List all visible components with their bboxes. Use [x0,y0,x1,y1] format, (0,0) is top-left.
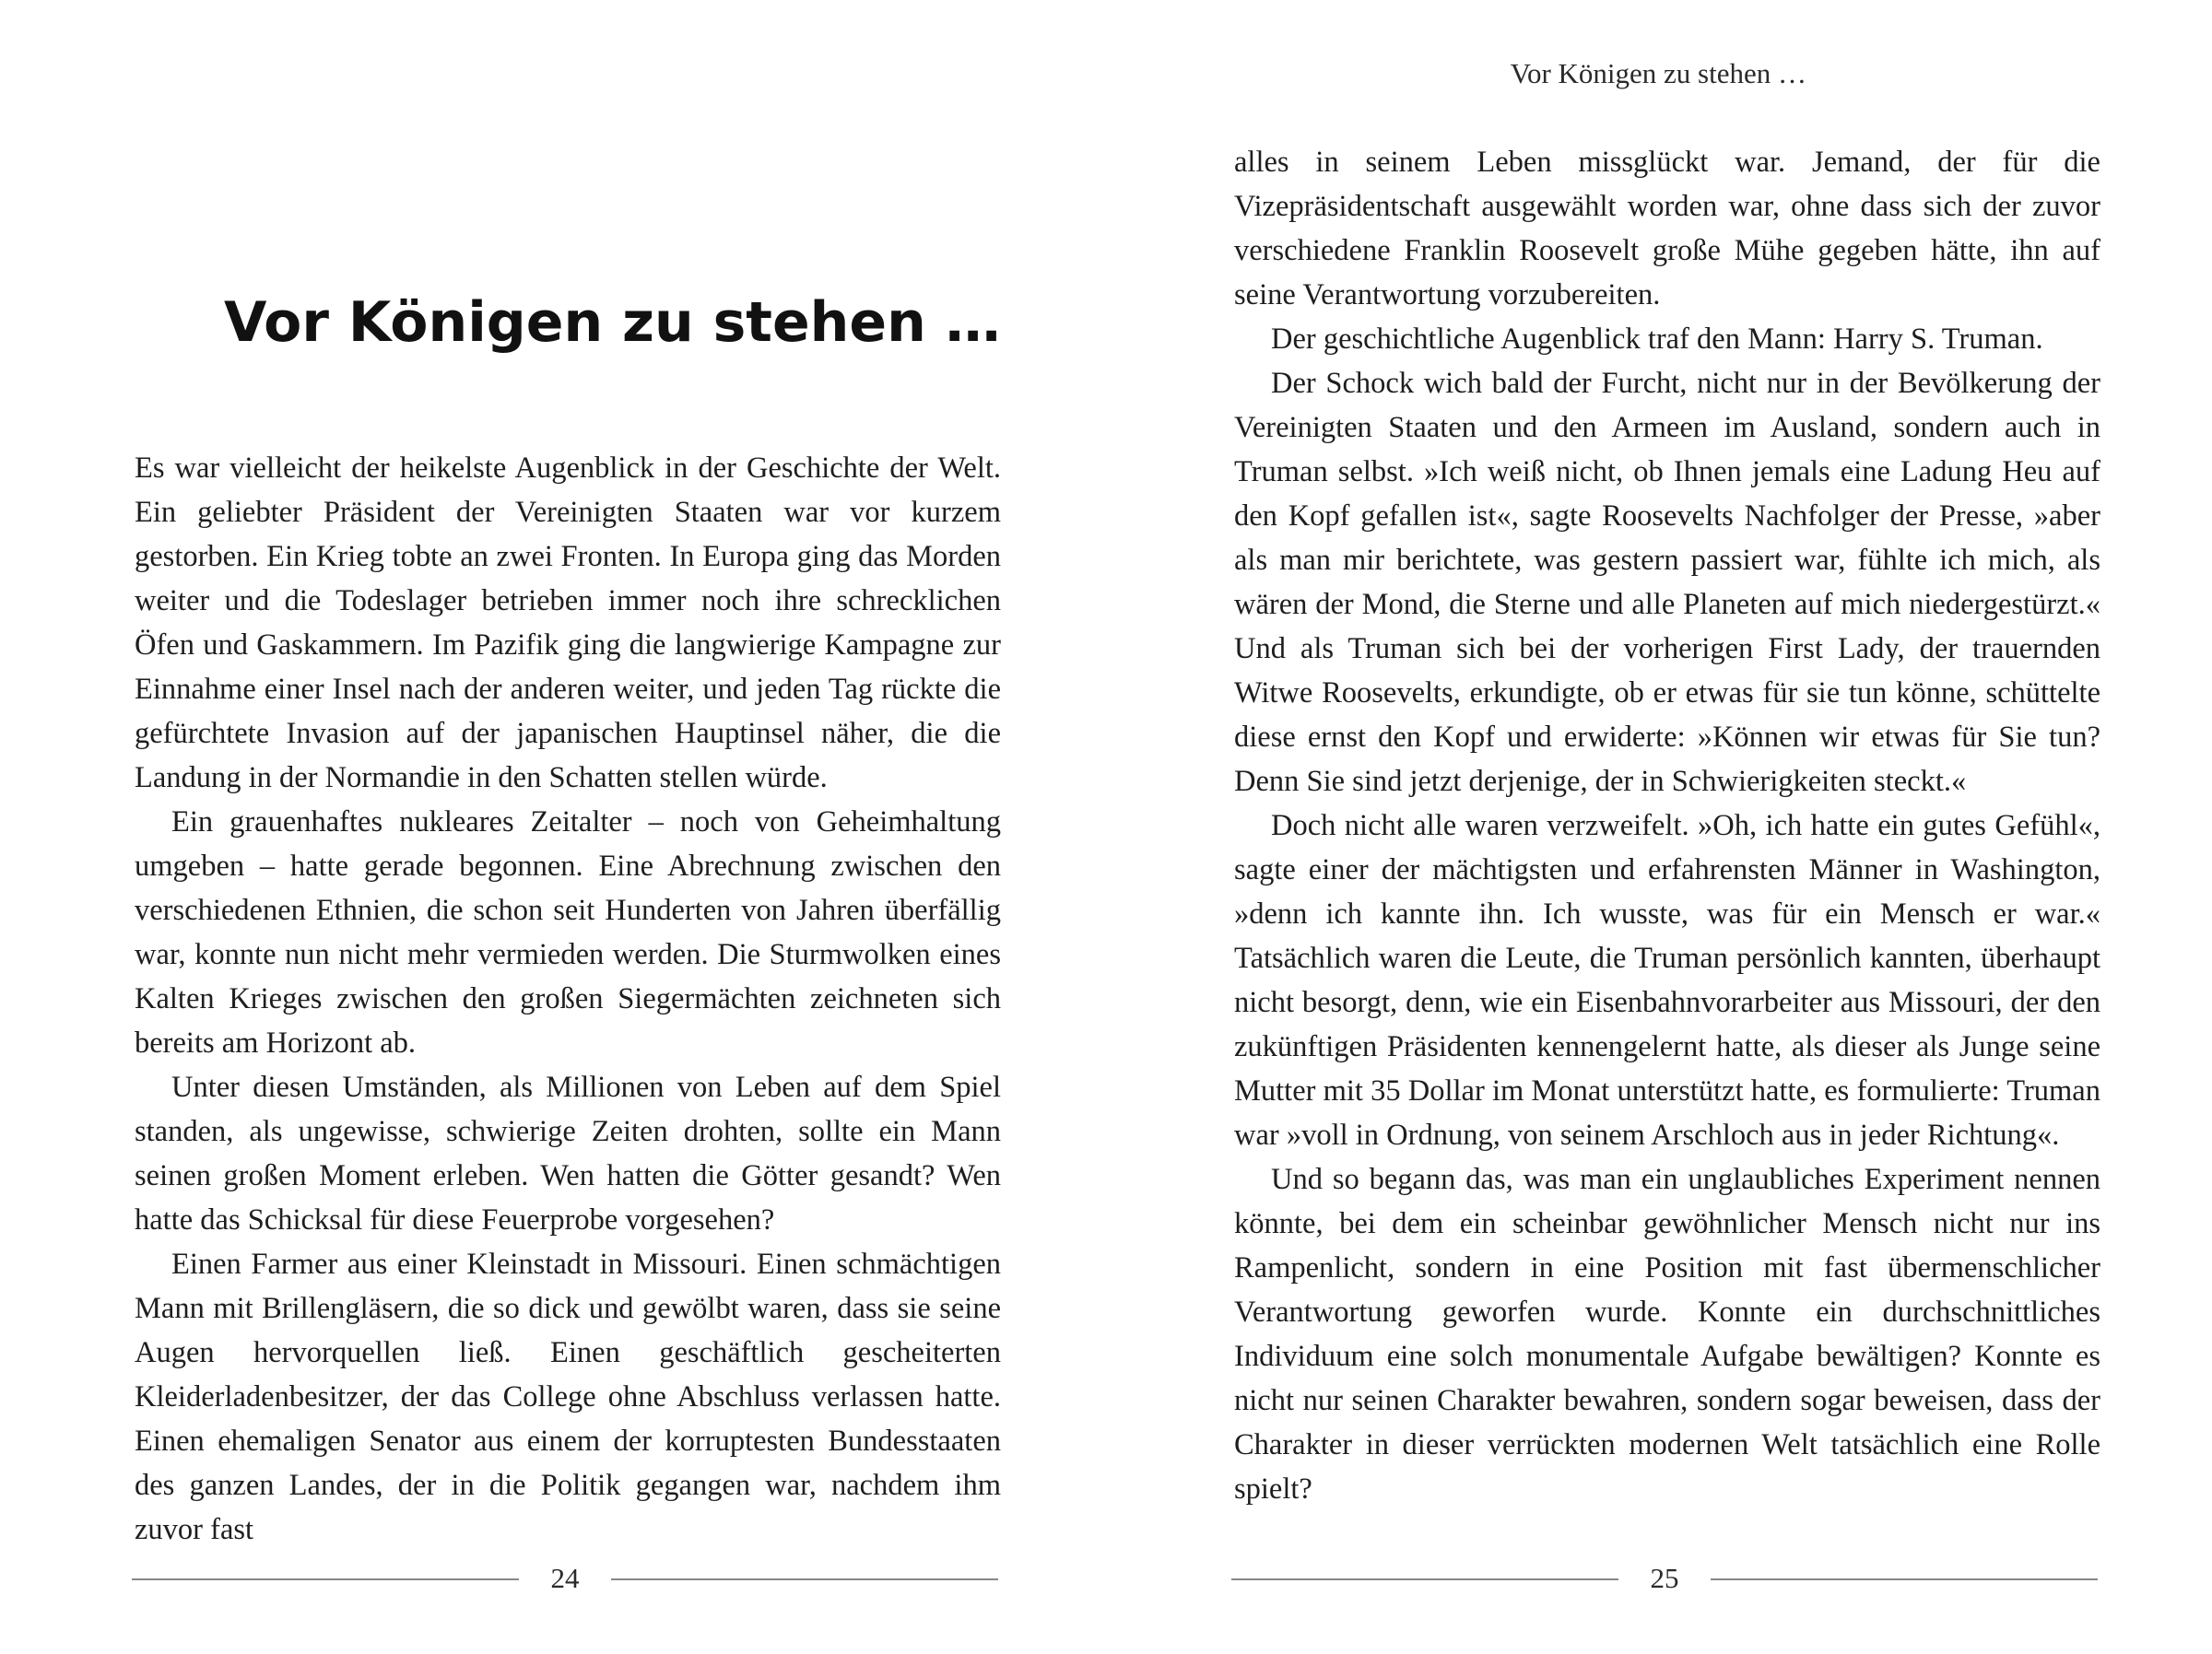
paragraph: Unter diesen Umständen, als Millionen von Leben auf dem Spiel standen, als ungewisse, schwierige Zeiten drohten, sollte ein Mann seinen großen Moment erleben. Wen hatten die Götter gesandt? Wen hatte das Schicksal für diese Feuerprobe vorgesehen? [135,1071,1001,1237]
footer-rule-right [611,1578,998,1580]
page-number: 24 [550,1562,580,1594]
right-page-footer [1231,1558,2098,1602]
left-body-text [135,446,1001,1552]
paragraph: Und so begann das, was man ein unglaubliches Experiment nennen könnte, bei dem ein scheinbar gewöhnlicher Mensch nicht nur ins Rampenlicht, sondern in eine Position mit fast übermenschlicher Verantwortung geworfen wurde. Konnte ein durchschnittliches Individuum eine solch monumentale Aufgabe bewältigen? Konnte es nicht nur seinen Charakter bewahren, sondern sogar beweisen, dass der Charakter in dieser verrückten modernen Welt tatsächlich eine Rolle spielt? [1234,1163,2100,1506]
right-body-text [1234,140,2100,1511]
right-page [1106,0,2212,1654]
paragraph: Der Schock wich bald der Furcht, nicht nur in der Bevölkerung der Vereinigten Staaten und den Armeen im Ausland, sondern auch in Truman selbst. »Ich weiß nicht, ob Ihnen jemals eine Ladung Heu auf den Kopf gefallen ist«, sagte Roosevelts Nachfolger der Presse, »aber als man mir berichtete, was gestern passiert war, fühlte ich mich, als wären der Mond, die Sterne und alle Planeten auf mich niedergestürzt.« Und als Truman sich bei der vorherigen First Lady, der trauernden Witwe Roosevelts, erkundigte, ob er etwas für sie tun könne, schüttelte diese ernst den Kopf und erwiderte: »Können wir etwas für Sie tun? Denn Sie sind jetzt derjenige, der in Schwierigkeiten steckt.« [1234,367,2100,798]
paragraph: alles in seinem Leben missglückt war. Jemand, der für die Vizepräsidentschaft ausgewählt worden war, ohne dass sich der zuvor verschiedene Franklin Roosevelt große Mühe gegeben hätte, ihn auf seine Verantwortung vorzubereiten. [1234,146,2100,311]
chapter-title: Vor Königen zu stehen … [224,290,1001,355]
running-header: Vor Königen zu stehen … [1510,57,1806,89]
paragraph: Der geschichtliche Augenblick traf den Mann: Harry S. Truman. [1271,323,2043,356]
paragraph: Doch nicht alle waren verzweifelt. »Oh, ich hatte ein gutes Gefühl«, sagte einer der mächtigsten und erfahrensten Männer in Washington, »denn ich kannte ihn. Ich wusste, was für ein Mensch er war.« Tatsächlich waren die Leute, die Truman persönlich kannten, überhaupt nicht besorgt, denn, wie ein Eisenbahnvorarbeiter aus Missouri, der den zukünftigen Präsidenten kennengelernt hatte, als dieser als Junge seine Mutter mit 35 Dollar im Monat unterstützt hatte, es formulierte: Truman war »voll in Ordnung, von seinem Arschloch aus in jeder Richtung«. [1234,809,2100,1152]
paragraph: Einen Farmer aus einer Kleinstadt in Missouri. Einen schmächtigen Mann mit Brillengläsern, die so dick und gewölbt waren, dass sie seine Augen hervorquellen ließ. Einen geschäftlich gescheiterten Kleiderladenbesitzer, der das College ohne Abschluss verlassen hatte. Einen ehemaligen Senator aus einem der korruptesten Bundesstaaten des ganzen Landes, der in die Politik gegangen war, nachdem ihm zuvor fast [135,1248,1001,1546]
left-page-footer [132,1558,998,1602]
paragraph: Es war vielleicht der heikelste Augenblick in der Geschichte der Welt. Ein geliebter Präsident der Vereinigten Staaten war vor kurzem gestorben. Ein Krieg tobte an zwei Fronten. In Europa ging das Morden weiter und die Todeslager betrieben immer noch ihre schrecklichen Öfen und Gaskammern. Im Pazifik ging die langwierige Kampagne zur Einnahme einer Insel nach der anderen weiter, und jeden Tag rückte die gefürchtete Invasion auf der japanischen Hauptinsel näher, die die Landung in der Normandie in den Schatten stellen würde. [135,452,1001,794]
page-number: 25 [1650,1562,1679,1594]
footer-rule-right [1711,1578,2098,1580]
paragraph: Ein grauenhaftes nukleares Zeitalter – noch von Geheimhaltung umgeben – hatte gerade begonnen. Eine Abrechnung zwischen den verschiedenen Ethnien, die schon seit Hunderten von Jahren überfällig war, konnte nun nicht mehr vermieden werden. Die Sturmwolken eines Kalten Krieges zwischen den großen Siegermächten zeichneten sich bereits am Horizont ab. [135,805,1001,1060]
